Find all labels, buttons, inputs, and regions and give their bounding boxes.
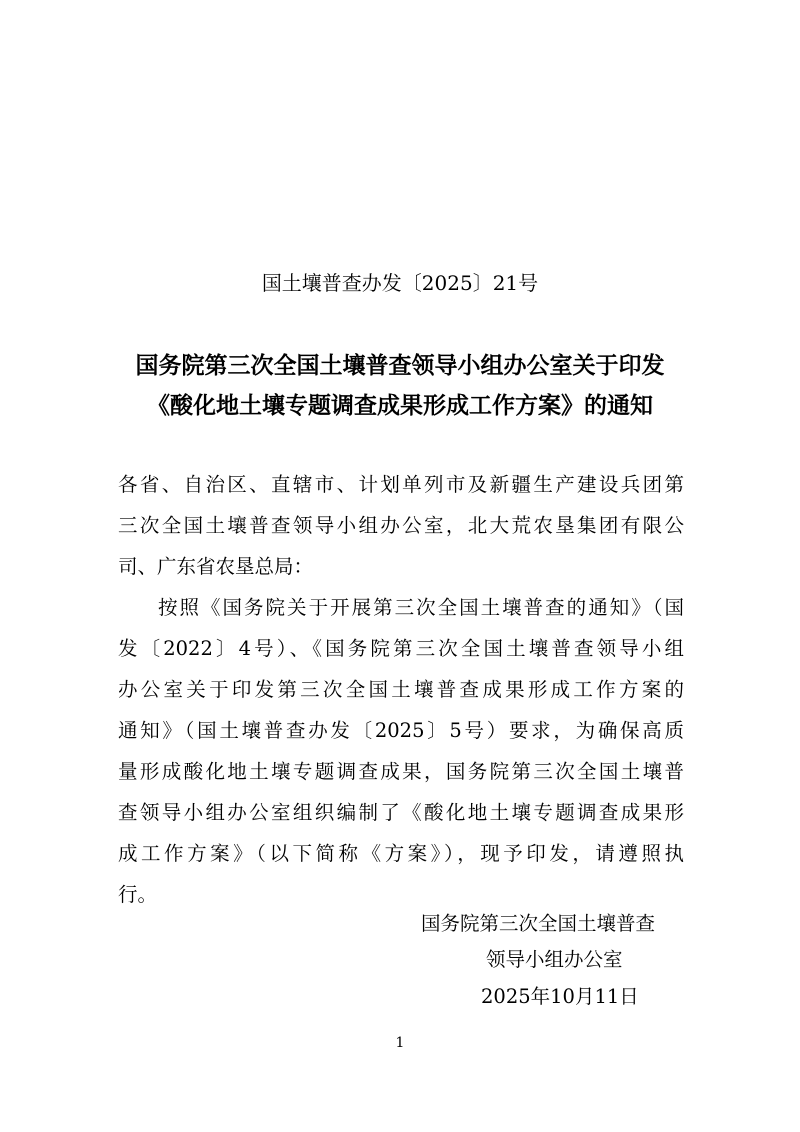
recipients-line-2: 三次全国土壤普查领导小组办公室，北大荒农垦集团有限公: [118, 514, 684, 537]
recipients-line-1: 各省、自治区、直辖市、计划单列市及新疆生产建设兵团第: [118, 473, 684, 496]
body-line-3: 办公室关于印发第三次全国土壤普查成果形成工作方案的: [118, 678, 684, 701]
body-line-6: 查领导小组办公室组织编制了《酸化地土壤专题调查成果形: [118, 801, 684, 824]
body-line-8: 行。: [118, 883, 158, 906]
document-number: 国土壤普查办发〔2025〕21号: [261, 271, 539, 295]
body-line-2: 发〔2022〕4号）、《国务院第三次全国土壤普查领导小组: [118, 637, 684, 660]
signature-date: 2025年10月11日: [481, 985, 639, 1008]
signature-org-line-2: 领导小组办公室: [486, 948, 623, 971]
body-line-7: 成工作方案》（以下简称《方案》），现予印发，请遵照执: [118, 842, 684, 865]
body-line-4: 通知》（国土壤普查办发〔2025〕5号）要求，为确保高质: [118, 719, 684, 742]
document-title: [100, 346, 700, 426]
signature-org-line-1: 国务院第三次全国土壤普查: [421, 912, 656, 935]
title-line-2: 《酸化地土壤专题调查成果形成工作方案》的通知: [147, 393, 653, 419]
title-line-1: 国务院第三次全国土壤普查领导小组办公室关于印发: [135, 353, 665, 379]
page-number: 1: [395, 1035, 405, 1051]
recipients-line-3: 司、广东省农垦总局：: [118, 555, 314, 578]
body-line-1: 按照《国务院关于开展第三次全国土壤普查的通知》（国: [158, 596, 684, 619]
body-line-5: 量形成酸化地土壤专题调查成果，国务院第三次全国土壤普: [118, 760, 684, 783]
